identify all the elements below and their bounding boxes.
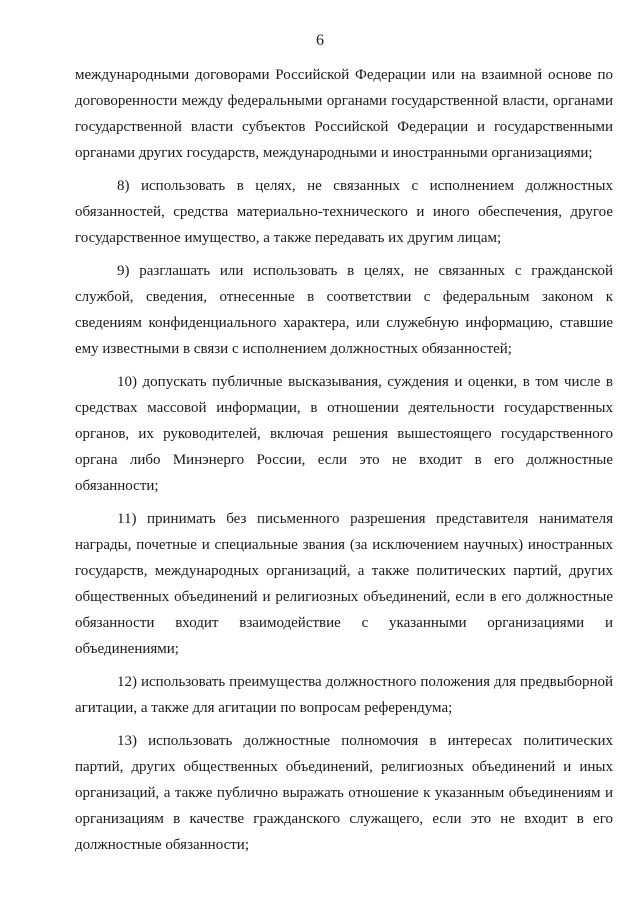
document-body [75, 62, 613, 865]
paragraph-item-9: 9) разглашать или использовать в целях, не связанных с гражданской службой, сведения, отнесенные в соответствии с федеральным законом к сведениям конфиденциального характера, или служебную информацию, ставшие ему известными в связи с исполнением должностных обязанностей; [75, 263, 613, 357]
paragraph-item-10: 10) допускать публичные высказывания, суждения и оценки, в том числе в средствах массовой информации, в отношении деятельности государственных органов, их руководителей, включая решения вышестоящего государственного органа либо Минэнерго России, если это не входит в его должностные обязанности; [75, 374, 613, 494]
page-number: 6 [316, 32, 324, 49]
paragraph-item-8: 8) использовать в целях, не связанных с исполнением должностных обязанностей, средства материально-технического и иного обеспечения, другое государственное имущество, а также передавать их другим лицам; [75, 178, 613, 246]
paragraph-item-13: 13) использовать должностные полномочия в интересах политических партий, других общественных объединений, религиозных объединений и иных организаций, а также публично выражать отношение к указанным объединениям и организациям в качестве гражданского служащего, если это не входит в его должностные обязанности; [75, 733, 613, 853]
paragraph-continuation: международными договорами Российской Федерации или на взаимной основе по договоренности между федеральными органами государственной власти, органами государственной власти субъектов Российской Федерации и государственными органами других государств, международными и иностранными организациями; [75, 67, 613, 161]
paragraph-item-12: 12) использовать преимущества должностного положения для предвыборной агитации, а также для агитации по вопросам референдума; [75, 674, 613, 716]
paragraph-item-11: 11) принимать без письменного разрешения представителя нанимателя награды, почетные и специальные звания (за исключением научных) иностранных государств, международных организаций, а также политических партий, других общественных объединений и религиозных объединений, если в его должностные обязанности входит взаимодействие с указанными организациями и объединениями; [75, 511, 613, 657]
